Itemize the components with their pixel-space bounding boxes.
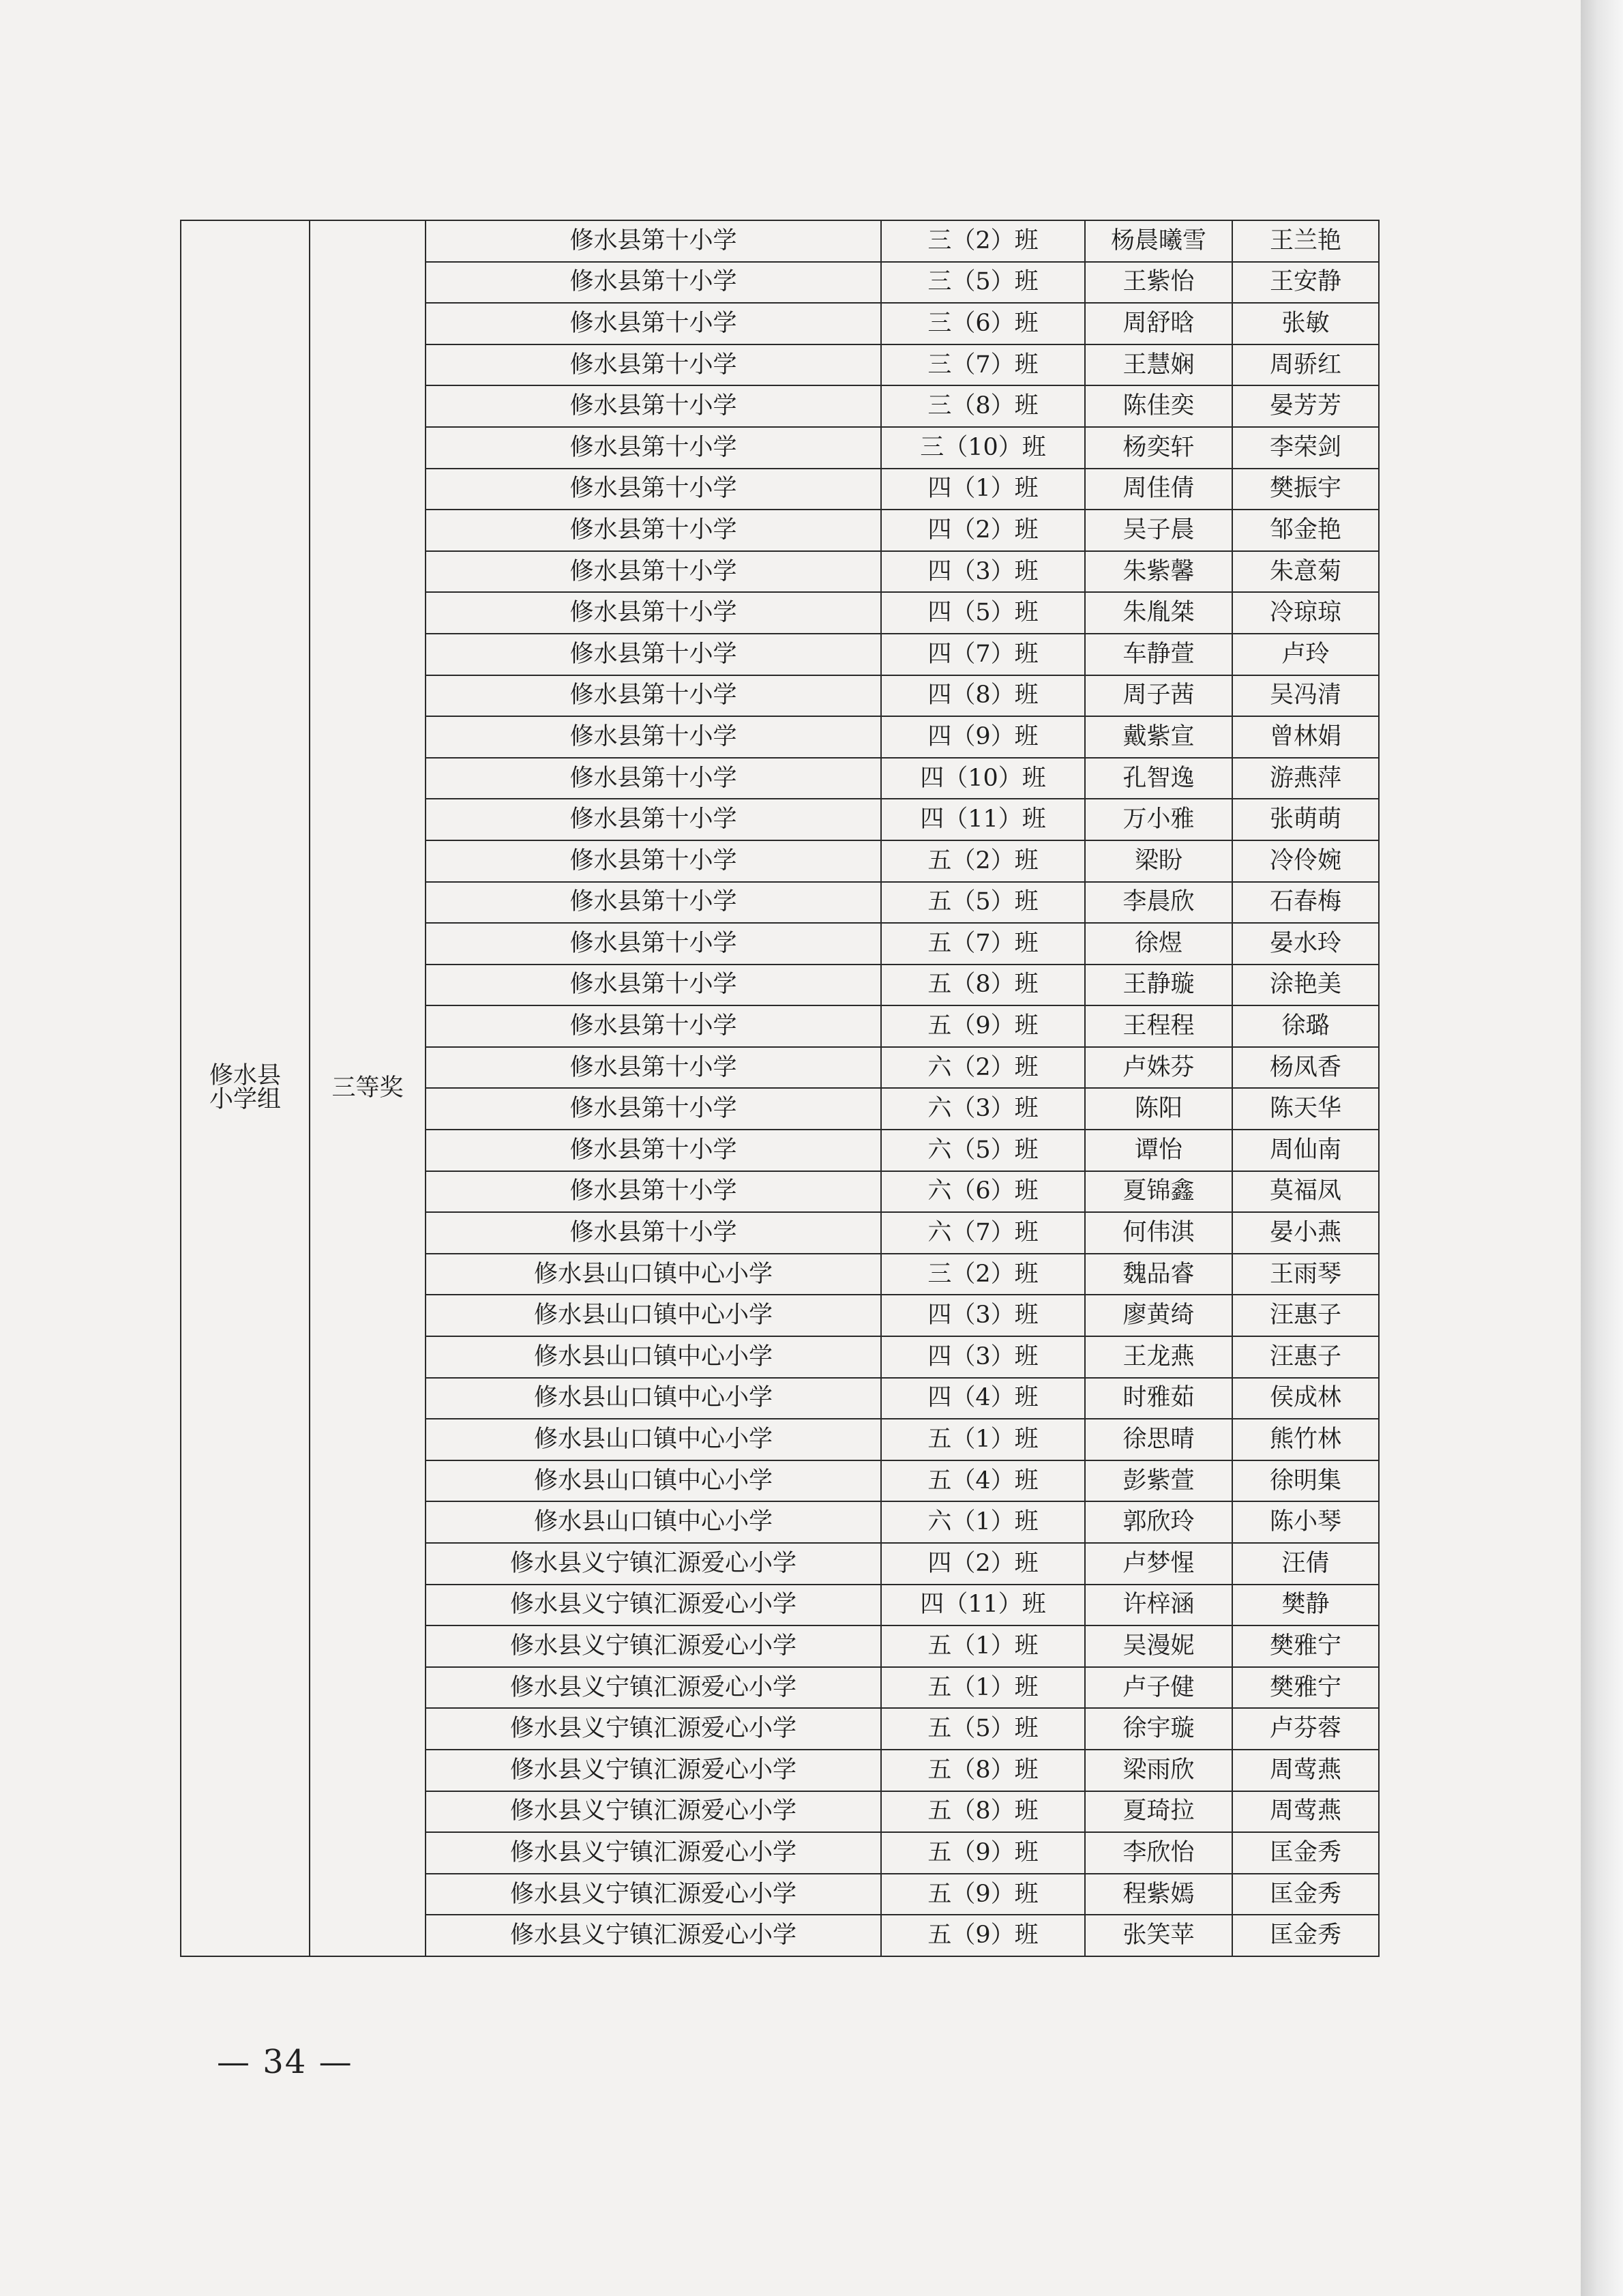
school-cell: 修水县第十小学 <box>426 262 881 304</box>
school-cell: 修水县第十小学 <box>426 344 881 386</box>
student-cell: 徐煜 <box>1085 923 1232 965</box>
student-cell: 李晨欣 <box>1085 882 1232 924</box>
teacher-cell: 卢玲 <box>1232 634 1379 675</box>
student-cell: 李欣怡 <box>1085 1832 1232 1874</box>
student-cell: 王静璇 <box>1085 965 1232 1006</box>
class-cell: 六（3）班 <box>881 1088 1085 1130</box>
teacher-cell: 涂艳美 <box>1232 965 1379 1006</box>
class-cell: 五（5）班 <box>881 1708 1085 1750</box>
class-cell: 五（1）班 <box>881 1667 1085 1709</box>
school-cell: 修水县第十小学 <box>426 1047 881 1089</box>
teacher-cell: 徐明集 <box>1232 1460 1379 1502</box>
class-cell: 三（6）班 <box>881 303 1085 344</box>
teacher-cell: 樊雅宁 <box>1232 1667 1379 1709</box>
student-cell: 朱紫馨 <box>1085 551 1232 593</box>
teacher-cell: 吴冯清 <box>1232 675 1379 717</box>
school-cell: 修水县义宁镇汇源爱心小学 <box>426 1750 881 1791</box>
teacher-cell: 陈天华 <box>1232 1088 1379 1130</box>
teacher-cell: 晏小燕 <box>1232 1212 1379 1254</box>
student-cell: 陈阳 <box>1085 1088 1232 1130</box>
student-cell: 张笑苹 <box>1085 1915 1232 1956</box>
class-cell: 五（2）班 <box>881 840 1085 882</box>
school-cell: 修水县义宁镇汇源爱心小学 <box>426 1832 881 1874</box>
teacher-cell: 杨凤香 <box>1232 1047 1379 1089</box>
student-cell: 程紫嫣 <box>1085 1874 1232 1915</box>
class-cell: 五（4）班 <box>881 1460 1085 1502</box>
student-cell: 吴子晨 <box>1085 510 1232 551</box>
class-cell: 三（5）班 <box>881 262 1085 304</box>
teacher-cell: 张萌萌 <box>1232 799 1379 840</box>
student-cell: 杨晨曦雪 <box>1085 220 1232 262</box>
teacher-cell: 晏水玲 <box>1232 923 1379 965</box>
class-cell: 五（1）班 <box>881 1419 1085 1460</box>
class-cell: 四（3）班 <box>881 551 1085 593</box>
student-cell: 卢姝芬 <box>1085 1047 1232 1089</box>
class-cell: 五（8）班 <box>881 1750 1085 1791</box>
school-cell: 修水县第十小学 <box>426 303 881 344</box>
school-cell: 修水县山口镇中心小学 <box>426 1254 881 1295</box>
student-cell: 万小雅 <box>1085 799 1232 840</box>
school-cell: 修水县第十小学 <box>426 427 881 469</box>
teacher-cell: 石春梅 <box>1232 882 1379 924</box>
school-cell: 修水县第十小学 <box>426 1212 881 1254</box>
student-cell: 戴紫宣 <box>1085 716 1232 758</box>
school-cell: 修水县第十小学 <box>426 510 881 551</box>
school-cell: 修水县第十小学 <box>426 220 881 262</box>
teacher-cell: 冷琼琼 <box>1232 592 1379 634</box>
student-cell: 周佳倩 <box>1085 469 1232 510</box>
student-cell: 魏品睿 <box>1085 1254 1232 1295</box>
student-cell: 夏锦鑫 <box>1085 1171 1232 1213</box>
student-cell: 徐宇璇 <box>1085 1708 1232 1750</box>
award-table-body <box>181 220 1379 1956</box>
class-cell: 四（1）班 <box>881 469 1085 510</box>
student-cell: 卢梦惺 <box>1085 1543 1232 1585</box>
teacher-cell: 张敏 <box>1232 303 1379 344</box>
school-cell: 修水县第十小学 <box>426 1088 881 1130</box>
class-cell: 五（9）班 <box>881 1915 1085 1956</box>
school-cell: 修水县义宁镇汇源爱心小学 <box>426 1874 881 1915</box>
class-cell: 四（11）班 <box>881 1585 1085 1626</box>
class-cell: 六（5）班 <box>881 1130 1085 1171</box>
teacher-cell: 邹金艳 <box>1232 510 1379 551</box>
class-cell: 四（8）班 <box>881 675 1085 717</box>
school-cell: 修水县第十小学 <box>426 799 881 840</box>
school-cell: 修水县第十小学 <box>426 592 881 634</box>
class-cell: 四（3）班 <box>881 1295 1085 1336</box>
student-cell: 王龙燕 <box>1085 1336 1232 1378</box>
teacher-cell: 卢芬蓉 <box>1232 1708 1379 1750</box>
school-cell: 修水县义宁镇汇源爱心小学 <box>426 1667 881 1709</box>
school-cell: 修水县义宁镇汇源爱心小学 <box>426 1791 881 1833</box>
teacher-cell: 侯成林 <box>1232 1378 1379 1419</box>
student-cell: 吴漫妮 <box>1085 1625 1232 1667</box>
class-cell: 五（8）班 <box>881 1791 1085 1833</box>
page-edge <box>1581 0 1623 2296</box>
school-cell: 修水县山口镇中心小学 <box>426 1460 881 1502</box>
teacher-cell: 王安静 <box>1232 262 1379 304</box>
class-cell: 六（6）班 <box>881 1171 1085 1213</box>
teacher-cell: 匡金秀 <box>1232 1915 1379 1956</box>
class-cell: 五（7）班 <box>881 923 1085 965</box>
school-cell: 修水县义宁镇汇源爱心小学 <box>426 1625 881 1667</box>
class-cell: 六（1）班 <box>881 1501 1085 1543</box>
school-cell: 修水县第十小学 <box>426 1171 881 1213</box>
school-cell: 修水县第十小学 <box>426 840 881 882</box>
table-row <box>181 220 1379 262</box>
school-cell: 修水县山口镇中心小学 <box>426 1336 881 1378</box>
student-cell: 彭紫萱 <box>1085 1460 1232 1502</box>
school-cell: 修水县义宁镇汇源爱心小学 <box>426 1915 881 1956</box>
class-cell: 五（1）班 <box>881 1625 1085 1667</box>
class-cell: 三（7）班 <box>881 344 1085 386</box>
school-cell: 修水县义宁镇汇源爱心小学 <box>426 1708 881 1750</box>
school-cell: 修水县第十小学 <box>426 634 881 675</box>
teacher-cell: 匡金秀 <box>1232 1832 1379 1874</box>
teacher-cell: 王雨琴 <box>1232 1254 1379 1295</box>
class-cell: 六（7）班 <box>881 1212 1085 1254</box>
teacher-cell: 樊雅宁 <box>1232 1625 1379 1667</box>
teacher-cell: 汪惠子 <box>1232 1336 1379 1378</box>
class-cell: 五（9）班 <box>881 1832 1085 1874</box>
school-cell: 修水县第十小学 <box>426 551 881 593</box>
school-cell: 修水县义宁镇汇源爱心小学 <box>426 1585 881 1626</box>
school-cell: 修水县山口镇中心小学 <box>426 1501 881 1543</box>
page-number: — 34 — <box>217 2043 353 2081</box>
teacher-cell: 曾林娟 <box>1232 716 1379 758</box>
class-cell: 四（5）班 <box>881 592 1085 634</box>
school-cell: 修水县第十小学 <box>426 385 881 427</box>
school-cell: 修水县第十小学 <box>426 965 881 1006</box>
teacher-cell: 樊静 <box>1232 1585 1379 1626</box>
student-cell: 梁雨欣 <box>1085 1750 1232 1791</box>
class-cell: 六（2）班 <box>881 1047 1085 1089</box>
class-cell: 四（7）班 <box>881 634 1085 675</box>
school-cell: 修水县第十小学 <box>426 882 881 924</box>
teacher-cell: 周骄红 <box>1232 344 1379 386</box>
school-cell: 修水县第十小学 <box>426 758 881 799</box>
student-cell: 杨奕轩 <box>1085 427 1232 469</box>
school-cell: 修水县山口镇中心小学 <box>426 1419 881 1460</box>
student-cell: 郭欣玲 <box>1085 1501 1232 1543</box>
class-cell: 五（8）班 <box>881 965 1085 1006</box>
teacher-cell: 周莺燕 <box>1232 1791 1379 1833</box>
teacher-cell: 冷伶婉 <box>1232 840 1379 882</box>
teacher-cell: 熊竹林 <box>1232 1419 1379 1460</box>
school-cell: 修水县第十小学 <box>426 923 881 965</box>
student-cell: 朱胤桀 <box>1085 592 1232 634</box>
class-cell: 三（8）班 <box>881 385 1085 427</box>
class-cell: 三（10）班 <box>881 427 1085 469</box>
award-level-cell: 三等奖 <box>310 220 426 1956</box>
student-cell: 孔智逸 <box>1085 758 1232 799</box>
teacher-cell: 汪惠子 <box>1232 1295 1379 1336</box>
teacher-cell: 李荣剑 <box>1232 427 1379 469</box>
school-cell: 修水县义宁镇汇源爱心小学 <box>426 1543 881 1585</box>
student-cell: 王紫怡 <box>1085 262 1232 304</box>
student-cell: 陈佳奕 <box>1085 385 1232 427</box>
student-cell: 王慧娴 <box>1085 344 1232 386</box>
class-cell: 四（9）班 <box>881 716 1085 758</box>
student-cell: 徐思晴 <box>1085 1419 1232 1460</box>
class-cell: 四（11）班 <box>881 799 1085 840</box>
student-cell: 许梓涵 <box>1085 1585 1232 1626</box>
student-cell: 廖黄绮 <box>1085 1295 1232 1336</box>
class-cell: 五（9）班 <box>881 1005 1085 1047</box>
award-table <box>180 220 1380 1957</box>
student-cell: 谭怡 <box>1085 1130 1232 1171</box>
student-cell: 周舒晗 <box>1085 303 1232 344</box>
student-cell: 王程程 <box>1085 1005 1232 1047</box>
class-cell: 五（5）班 <box>881 882 1085 924</box>
group-cell: 修水县小学组 <box>181 220 310 1956</box>
student-cell: 夏琦拉 <box>1085 1791 1232 1833</box>
student-cell: 时雅茹 <box>1085 1378 1232 1419</box>
class-cell: 四（3）班 <box>881 1336 1085 1378</box>
teacher-cell: 游燕萍 <box>1232 758 1379 799</box>
class-cell: 四（2）班 <box>881 1543 1085 1585</box>
student-cell: 梁盼 <box>1085 840 1232 882</box>
teacher-cell: 周莺燕 <box>1232 1750 1379 1791</box>
teacher-cell: 朱意菊 <box>1232 551 1379 593</box>
class-cell: 三（2）班 <box>881 1254 1085 1295</box>
teacher-cell: 陈小琴 <box>1232 1501 1379 1543</box>
class-cell: 三（2）班 <box>881 220 1085 262</box>
teacher-cell: 莫福凤 <box>1232 1171 1379 1213</box>
class-cell: 四（10）班 <box>881 758 1085 799</box>
teacher-cell: 汪倩 <box>1232 1543 1379 1585</box>
teacher-cell: 周仙南 <box>1232 1130 1379 1171</box>
class-cell: 四（2）班 <box>881 510 1085 551</box>
teacher-cell: 徐璐 <box>1232 1005 1379 1047</box>
school-cell: 修水县第十小学 <box>426 1130 881 1171</box>
student-cell: 车静萱 <box>1085 634 1232 675</box>
student-cell: 何伟淇 <box>1085 1212 1232 1254</box>
student-cell: 卢子健 <box>1085 1667 1232 1709</box>
teacher-cell: 樊振宇 <box>1232 469 1379 510</box>
school-cell: 修水县山口镇中心小学 <box>426 1378 881 1419</box>
school-cell: 修水县第十小学 <box>426 716 881 758</box>
teacher-cell: 匡金秀 <box>1232 1874 1379 1915</box>
class-cell: 四（4）班 <box>881 1378 1085 1419</box>
school-cell: 修水县山口镇中心小学 <box>426 1295 881 1336</box>
school-cell: 修水县第十小学 <box>426 675 881 717</box>
school-cell: 修水县第十小学 <box>426 469 881 510</box>
student-cell: 周子茜 <box>1085 675 1232 717</box>
class-cell: 五（9）班 <box>881 1874 1085 1915</box>
teacher-cell: 王兰艳 <box>1232 220 1379 262</box>
school-cell: 修水县第十小学 <box>426 1005 881 1047</box>
teacher-cell: 晏芳芳 <box>1232 385 1379 427</box>
